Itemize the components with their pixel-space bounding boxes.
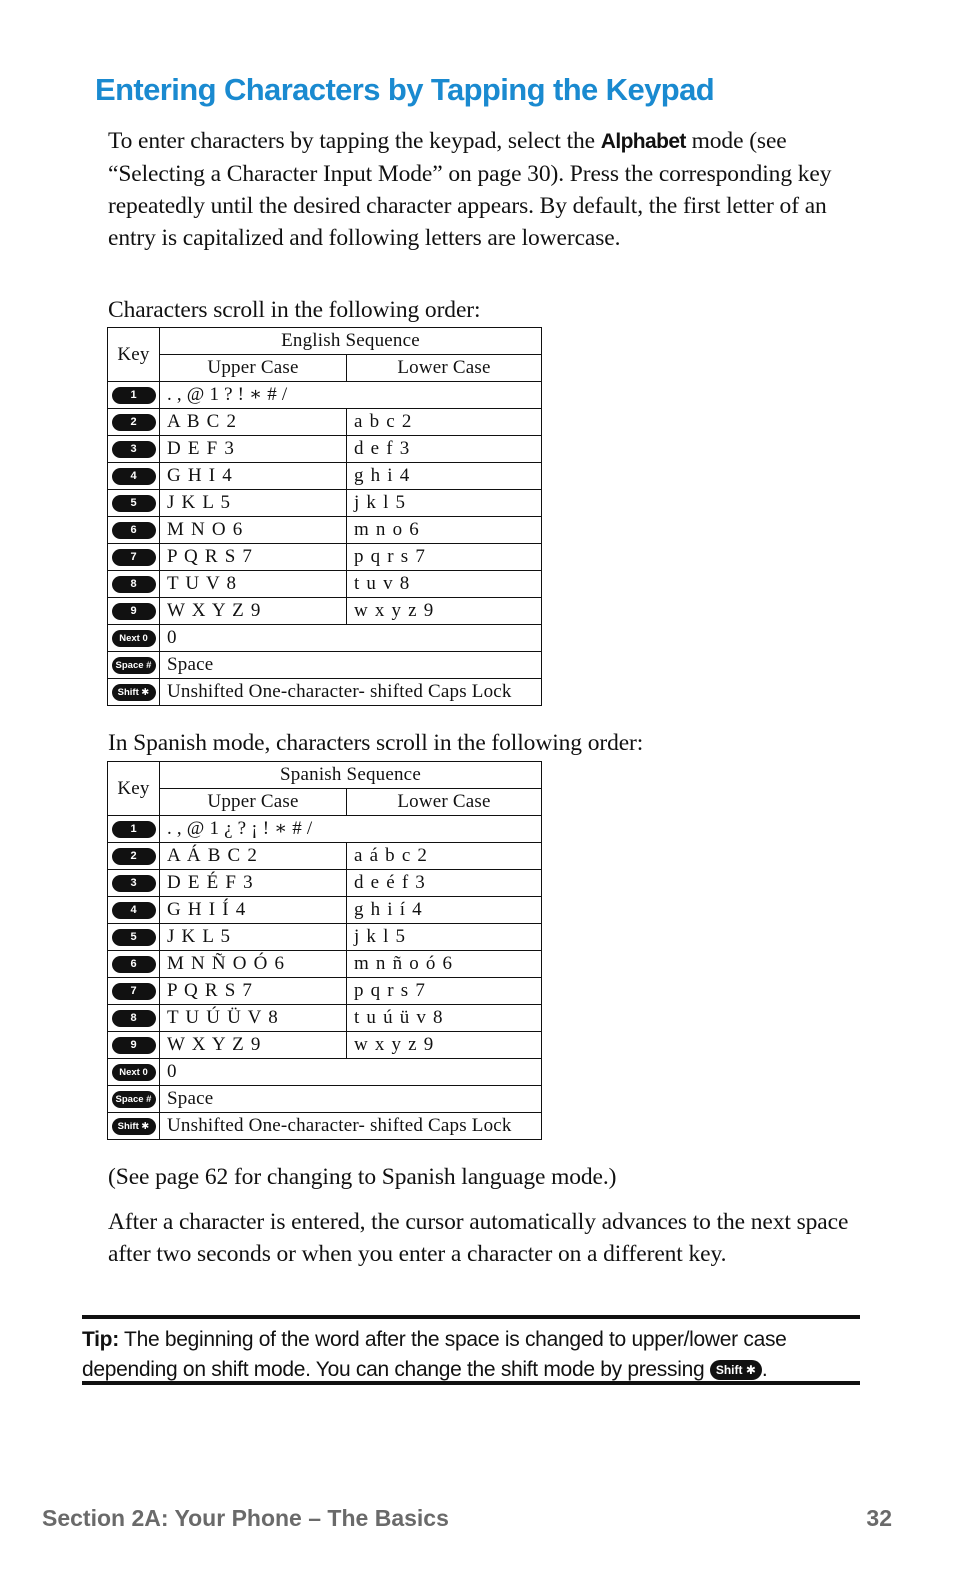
key-4-icon: 4 — [112, 902, 156, 919]
key-space-icon: Space # — [112, 657, 156, 674]
table-row — [108, 436, 542, 463]
key-cell — [108, 1086, 160, 1113]
key-cell — [108, 679, 160, 706]
table-row — [108, 409, 542, 436]
lower-case-cell: w x y z 9 — [347, 1032, 542, 1059]
sequence-header: Spanish Sequence — [160, 762, 542, 789]
table-row — [108, 544, 542, 571]
intro-paragraph — [108, 125, 868, 254]
table-row — [108, 924, 542, 951]
key-cell — [108, 843, 160, 870]
tip-label: Tip: — [82, 1328, 119, 1351]
lower-case-cell: m n o 6 — [347, 517, 542, 544]
lower-case-cell: t u ú ü v 8 — [347, 1005, 542, 1032]
table-row — [108, 870, 542, 897]
key-1-icon: 1 — [112, 821, 156, 838]
sequence-cell: Space — [160, 1086, 542, 1113]
upper-case-cell: D E F 3 — [160, 436, 347, 463]
alphabet-mode-label: Alphabet — [600, 130, 686, 153]
lower-case-cell: d e f 3 — [347, 436, 542, 463]
sequence-cell: . , @ 1 ? ! ∗ # / — [160, 382, 542, 409]
key-cell — [108, 598, 160, 625]
table-subheader-row — [108, 789, 542, 816]
upper-case-cell: G H I Í 4 — [160, 897, 347, 924]
key-8-icon: 8 — [112, 1010, 156, 1027]
key-cell — [108, 924, 160, 951]
key-cell — [108, 652, 160, 679]
key-9-icon: 9 — [112, 603, 156, 620]
key-column-header: Key — [108, 328, 160, 382]
upper-case-cell: M N Ñ O Ó 6 — [160, 951, 347, 978]
key-cell — [108, 1032, 160, 1059]
upper-case-cell: G H I 4 — [160, 463, 347, 490]
key-cell — [108, 1113, 160, 1140]
english-intro: Characters scroll in the following order: — [108, 297, 481, 323]
key-5-icon: 5 — [112, 929, 156, 946]
table-row — [108, 843, 542, 870]
table-row — [108, 1032, 542, 1059]
upper-case-cell: P Q R S 7 — [160, 978, 347, 1005]
upper-case-cell: W X Y Z 9 — [160, 598, 347, 625]
key-cell — [108, 436, 160, 463]
upper-case-cell: P Q R S 7 — [160, 544, 347, 571]
tip-body: The beginning of the word after the space is changed to upper/lower case depending on shift mode. You can change the shift mode by pressing — [82, 1328, 787, 1381]
key-cell — [108, 544, 160, 571]
table-header-row — [108, 762, 542, 789]
lower-case-cell: g h i í 4 — [347, 897, 542, 924]
table-row — [108, 816, 542, 843]
intro-before: To enter characters by tapping the keypad, select the — [108, 128, 601, 154]
key-next-0-icon: Next 0 — [112, 1064, 156, 1081]
lower-case-header: Lower Case — [347, 355, 542, 382]
key-cell — [108, 897, 160, 924]
key-4-icon: 4 — [112, 468, 156, 485]
key-cell — [108, 870, 160, 897]
footer-page-number: 32 — [866, 1505, 892, 1531]
key-column-header: Key — [108, 762, 160, 816]
upper-case-cell: T U Ú Ü V 8 — [160, 1005, 347, 1032]
lower-case-cell: d e é f 3 — [347, 870, 542, 897]
lower-case-cell: a á b c 2 — [347, 843, 542, 870]
upper-case-cell: M N O 6 — [160, 517, 347, 544]
sequence-cell: Space — [160, 652, 542, 679]
lower-case-cell: a b c 2 — [347, 409, 542, 436]
key-space-icon: Space # — [112, 1091, 156, 1108]
table-row — [108, 897, 542, 924]
key-9-icon: 9 — [112, 1037, 156, 1054]
key-6-icon: 6 — [112, 956, 156, 973]
table-row — [108, 463, 542, 490]
key-cell — [108, 517, 160, 544]
sequence-cell: Unshifted One-character- shifted Caps Lock — [160, 679, 542, 706]
key-7-icon: 7 — [112, 549, 156, 566]
upper-case-header: Upper Case — [160, 355, 347, 382]
upper-case-cell: D E É F 3 — [160, 870, 347, 897]
table-row — [108, 1059, 542, 1086]
table-row — [108, 679, 542, 706]
key-3-icon: 3 — [112, 441, 156, 458]
key-cell — [108, 1005, 160, 1032]
lower-case-cell: j k l 5 — [347, 490, 542, 517]
key-6-icon: 6 — [112, 522, 156, 539]
sequence-header: English Sequence — [160, 328, 542, 355]
shift-key-icon: Shift ✱ — [710, 1360, 762, 1380]
sequence-cell: 0 — [160, 625, 542, 652]
english-sequence-table — [107, 327, 542, 706]
key-shift-icon: Shift ✱ — [112, 684, 156, 701]
table-row — [108, 951, 542, 978]
sequence-cell: Unshifted One-character- shifted Caps Lock — [160, 1113, 542, 1140]
upper-case-header: Upper Case — [160, 789, 347, 816]
upper-case-cell: J K L 5 — [160, 490, 347, 517]
key-cell — [108, 490, 160, 517]
key-cell — [108, 463, 160, 490]
page-heading: Entering Characters by Tapping the Keypad — [95, 72, 715, 107]
table-row — [108, 1113, 542, 1140]
key-cell — [108, 382, 160, 409]
table-header-row — [108, 328, 542, 355]
key-cell — [108, 571, 160, 598]
lower-case-cell: t u v 8 — [347, 571, 542, 598]
intro-after: mode (see “Selecting a Character Input Mode” on page 30). Press the corresponding key repeatedly until the desired character appears. By default, the first letter of an entry is capitalized and following letters are lowercase. — [108, 128, 832, 251]
table-row — [108, 652, 542, 679]
sequence-cell: 0 — [160, 1059, 542, 1086]
key-5-icon: 5 — [112, 495, 156, 512]
key-cell — [108, 816, 160, 843]
tip-box — [82, 1315, 860, 1385]
lower-case-cell: g h i 4 — [347, 463, 542, 490]
table-row — [108, 978, 542, 1005]
table-row — [108, 490, 542, 517]
key-shift-icon: Shift ✱ — [112, 1118, 156, 1135]
table-row — [108, 571, 542, 598]
table-row — [108, 382, 542, 409]
lower-case-cell: j k l 5 — [347, 924, 542, 951]
key-cell — [108, 625, 160, 652]
table-row — [108, 1086, 542, 1113]
lower-case-cell: p q r s 7 — [347, 978, 542, 1005]
tip-end: . — [761, 1358, 768, 1381]
key-2-icon: 2 — [112, 414, 156, 431]
lower-case-header: Lower Case — [347, 789, 542, 816]
key-next-0-icon: Next 0 — [112, 630, 156, 647]
key-cell — [108, 1059, 160, 1086]
see-page-note: (See page 62 for changing to Spanish language mode.) — [108, 1164, 617, 1190]
footer-section-title: Section 2A: Your Phone – The Basics — [42, 1505, 449, 1531]
lower-case-cell: m n ñ o ó 6 — [347, 951, 542, 978]
key-7-icon: 7 — [112, 983, 156, 1000]
after-character-paragraph: After a character is entered, the cursor automatically advances to the next space after two seconds or when you enter a character on a different key. — [108, 1209, 849, 1267]
table-row — [108, 517, 542, 544]
upper-case-cell: A Á B C 2 — [160, 843, 347, 870]
spanish-intro: In Spanish mode, characters scroll in the following order: — [108, 730, 644, 756]
key-2-icon: 2 — [112, 848, 156, 865]
tip-text — [82, 1325, 860, 1385]
key-8-icon: 8 — [112, 576, 156, 593]
key-3-icon: 3 — [112, 875, 156, 892]
table-row — [108, 625, 542, 652]
upper-case-cell: A B C 2 — [160, 409, 347, 436]
table-row — [108, 1005, 542, 1032]
lower-case-cell: p q r s 7 — [347, 544, 542, 571]
key-cell — [108, 951, 160, 978]
table-subheader-row — [108, 355, 542, 382]
upper-case-cell: W X Y Z 9 — [160, 1032, 347, 1059]
key-cell — [108, 978, 160, 1005]
upper-case-cell: T U V 8 — [160, 571, 347, 598]
sequence-cell: . , @ 1 ¿ ? ¡ ! ∗ # / — [160, 816, 542, 843]
lower-case-cell: w x y z 9 — [347, 598, 542, 625]
key-cell — [108, 409, 160, 436]
upper-case-cell: J K L 5 — [160, 924, 347, 951]
table-row — [108, 598, 542, 625]
key-1-icon: 1 — [112, 387, 156, 404]
spanish-sequence-table — [107, 761, 542, 1140]
